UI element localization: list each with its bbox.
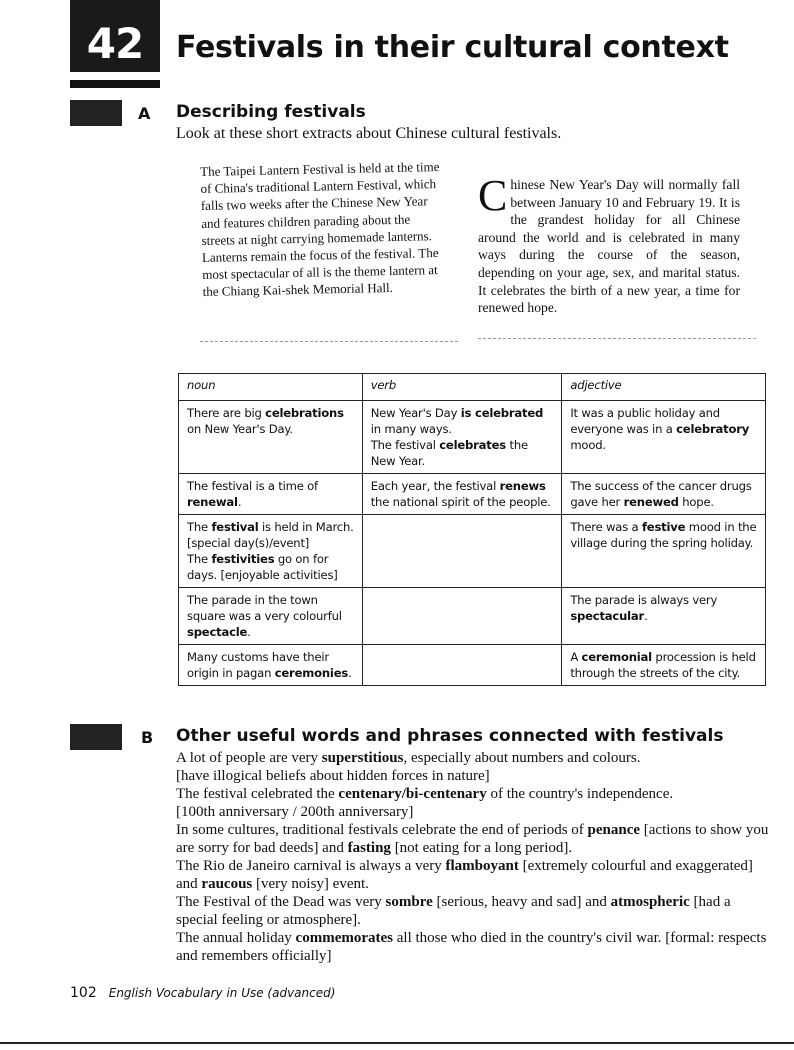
section-b-body (176, 749, 770, 965)
extract-right-torn-edge (478, 338, 756, 339)
text-run: The parade in the town square was a very colourful (187, 593, 342, 623)
text-run: hope. (678, 495, 714, 509)
page-number: 102 (70, 985, 97, 1001)
text-run: The Festival of the Dead was very (176, 894, 386, 910)
cell-verb (362, 401, 562, 474)
section-b-paragraph (176, 893, 770, 929)
keyword: celebrations (265, 406, 344, 420)
section-b-heading: Other useful words and phrases connected with festivals (176, 726, 724, 746)
text-run: of the country's independence. (486, 786, 674, 802)
text-run: Each year, the festival (370, 479, 500, 493)
text-run: is held in March. [special day(s)/event] (187, 520, 354, 550)
keyword: ceremonies (274, 666, 349, 680)
cell-adjective (562, 645, 766, 686)
text-run: The annual holiday (176, 930, 296, 946)
text-run: A lot of people are very (176, 750, 322, 766)
text-run: It was a public holiday and everyone was in a (570, 406, 720, 436)
text-run: The parade is always very (570, 593, 718, 607)
text-run: The (187, 552, 212, 566)
keyword: flamboyant (445, 858, 519, 874)
page-title: Festivals in their cultural context (176, 30, 729, 65)
cell-verb (362, 645, 562, 686)
cell-adjective (562, 401, 766, 474)
section-b-paragraph (176, 749, 770, 767)
section-b-paragraph (176, 821, 770, 857)
keyword: renewed (623, 495, 679, 509)
cell-adjective (562, 588, 766, 645)
text-run: Many customs have their origin in pagan (187, 650, 329, 680)
cell-verb (362, 588, 562, 645)
text-run: in many ways. (370, 422, 452, 436)
text-run: A (570, 650, 582, 664)
extract-left: The Taipei Lantern Festival is held at the time of China's traditional Lantern Festival, which falls two weeks after the Chinese New Year and features children parading about the streets at night carrying homemade lanterns. Lanterns remain the focus of the festival. The most spectacular of all is the theme lantern at the Chiang Kai-shek Memorial Hall. (200, 158, 440, 300)
section-a-heading: Describing festivals (176, 102, 366, 122)
keyword: commemorates (295, 930, 393, 946)
extract-right (478, 171, 740, 317)
table-row (179, 401, 766, 474)
section-b-paragraph (176, 857, 770, 893)
table-row (179, 588, 766, 645)
keyword: renewal (187, 495, 238, 509)
extract-right-text: hinese New Year's Day will normally fall between January 10 and February 19. It is the grandest holiday for all Chinese around the world and is celebrated in many ways during the course of the season, depending on your age, sex, and marital status. It celebrates the birth of a new year, a time for renewed hope. (478, 177, 740, 316)
text-run: on New Year's Day. (187, 422, 293, 436)
column-header-verb: verb (362, 374, 562, 401)
cell-verb (362, 515, 562, 588)
text-run: The success of the cancer drugs gave her (570, 479, 752, 509)
text-run: [had a special feeling or atmosphere]. (176, 894, 731, 928)
keyword: superstitious (321, 750, 404, 766)
keyword: festive (641, 520, 686, 534)
text-run: In some cultures, traditional festivals celebrate the end of periods of (176, 822, 588, 838)
bottom-rule (0, 1042, 794, 1044)
section-b-marker (70, 724, 122, 750)
text-run: go on for days. [enjoyable activities] (187, 552, 338, 582)
unit-bar (70, 80, 160, 88)
keyword: raucous (201, 876, 253, 892)
section-b-paragraph (176, 929, 770, 965)
text-run: The Rio de Janeiro carnival is always a very (176, 858, 446, 874)
text-run: [have illogical beliefs about hidden forces in nature] (176, 768, 490, 784)
cell-noun (179, 401, 363, 474)
keyword: spectacle (187, 625, 248, 639)
cell-noun (179, 474, 363, 515)
keyword: celebratory (676, 422, 750, 436)
text-run: [extremely colourful and exaggerated] and (176, 858, 753, 892)
column-header-noun: noun (179, 374, 363, 401)
section-b-paragraph (176, 785, 770, 803)
text-run: The festival (370, 438, 440, 452)
text-run: [actions to show you are sorry for bad deeds] and (176, 822, 769, 856)
book-title: English Vocabulary in Use (advanced) (108, 986, 336, 1000)
cell-adjective (562, 515, 766, 588)
cell-verb (362, 474, 562, 515)
text-run: The festival celebrated the (176, 786, 339, 802)
text-run: mood in the village during the spring holiday. (570, 520, 757, 550)
table-header-row (179, 374, 766, 401)
text-run: New Year's Day (370, 406, 461, 420)
unit-number-badge (70, 0, 160, 72)
unit-number: 42 (86, 19, 144, 68)
extract-right-dropcap: C (478, 171, 508, 220)
keyword: penance (587, 822, 641, 838)
table-row (179, 474, 766, 515)
text-run: all those who died in the country's civil war. [formal: respects and remembers officially] (176, 930, 767, 964)
word-forms-table (178, 373, 766, 686)
table-row (179, 645, 766, 686)
keyword: atmospheric (610, 894, 690, 910)
text-run: [not eating for a long period]. (390, 840, 573, 856)
keyword: is celebrated (460, 406, 544, 420)
section-a-marker (70, 100, 122, 126)
cell-noun (179, 588, 363, 645)
keyword: festivities (211, 552, 275, 566)
text-run: The (187, 520, 212, 534)
text-run: The festival is a time of (187, 479, 318, 493)
text-run: . (348, 666, 352, 680)
footer (70, 985, 335, 1001)
text-run: [100th anniversary / 200th anniversary] (176, 804, 414, 820)
keyword: ceremonial (581, 650, 652, 664)
cell-adjective (562, 474, 766, 515)
text-run: , especially about numbers and colours. (403, 750, 641, 766)
keyword: festival (211, 520, 259, 534)
keyword: fasting (347, 840, 391, 856)
cell-noun (179, 645, 363, 686)
text-run: the national spirit of the people. (370, 495, 551, 509)
section-b-letter: B (141, 728, 154, 747)
text-run: There are big (187, 406, 266, 420)
section-b-paragraph (176, 767, 770, 785)
text-run: . (247, 625, 251, 639)
text-run: [serious, heavy and sad] and (432, 894, 611, 910)
text-run: . (237, 495, 242, 509)
keyword: renews (499, 479, 546, 493)
text-run: [very noisy] event. (252, 876, 369, 892)
section-a-intro: Look at these short extracts about Chinese cultural festivals. (176, 125, 562, 142)
section-a-letter: A (138, 104, 151, 123)
section-b-paragraph (176, 803, 770, 821)
text-run: . (644, 609, 648, 623)
text-run: mood. (570, 438, 606, 452)
keyword: spectacular (570, 609, 645, 623)
extract-left-torn-edge (200, 341, 458, 342)
keyword: sombre (385, 894, 433, 910)
cell-noun (179, 515, 363, 588)
column-header-adjective: adjective (562, 374, 766, 401)
keyword: celebrates (439, 438, 506, 452)
text-run: procession is held through the streets of the city. (570, 650, 756, 680)
text-run: the New Year. (370, 438, 528, 468)
table-row (179, 515, 766, 588)
text-run: There was a (570, 520, 642, 534)
keyword: centenary/bi-centenary (338, 786, 487, 802)
